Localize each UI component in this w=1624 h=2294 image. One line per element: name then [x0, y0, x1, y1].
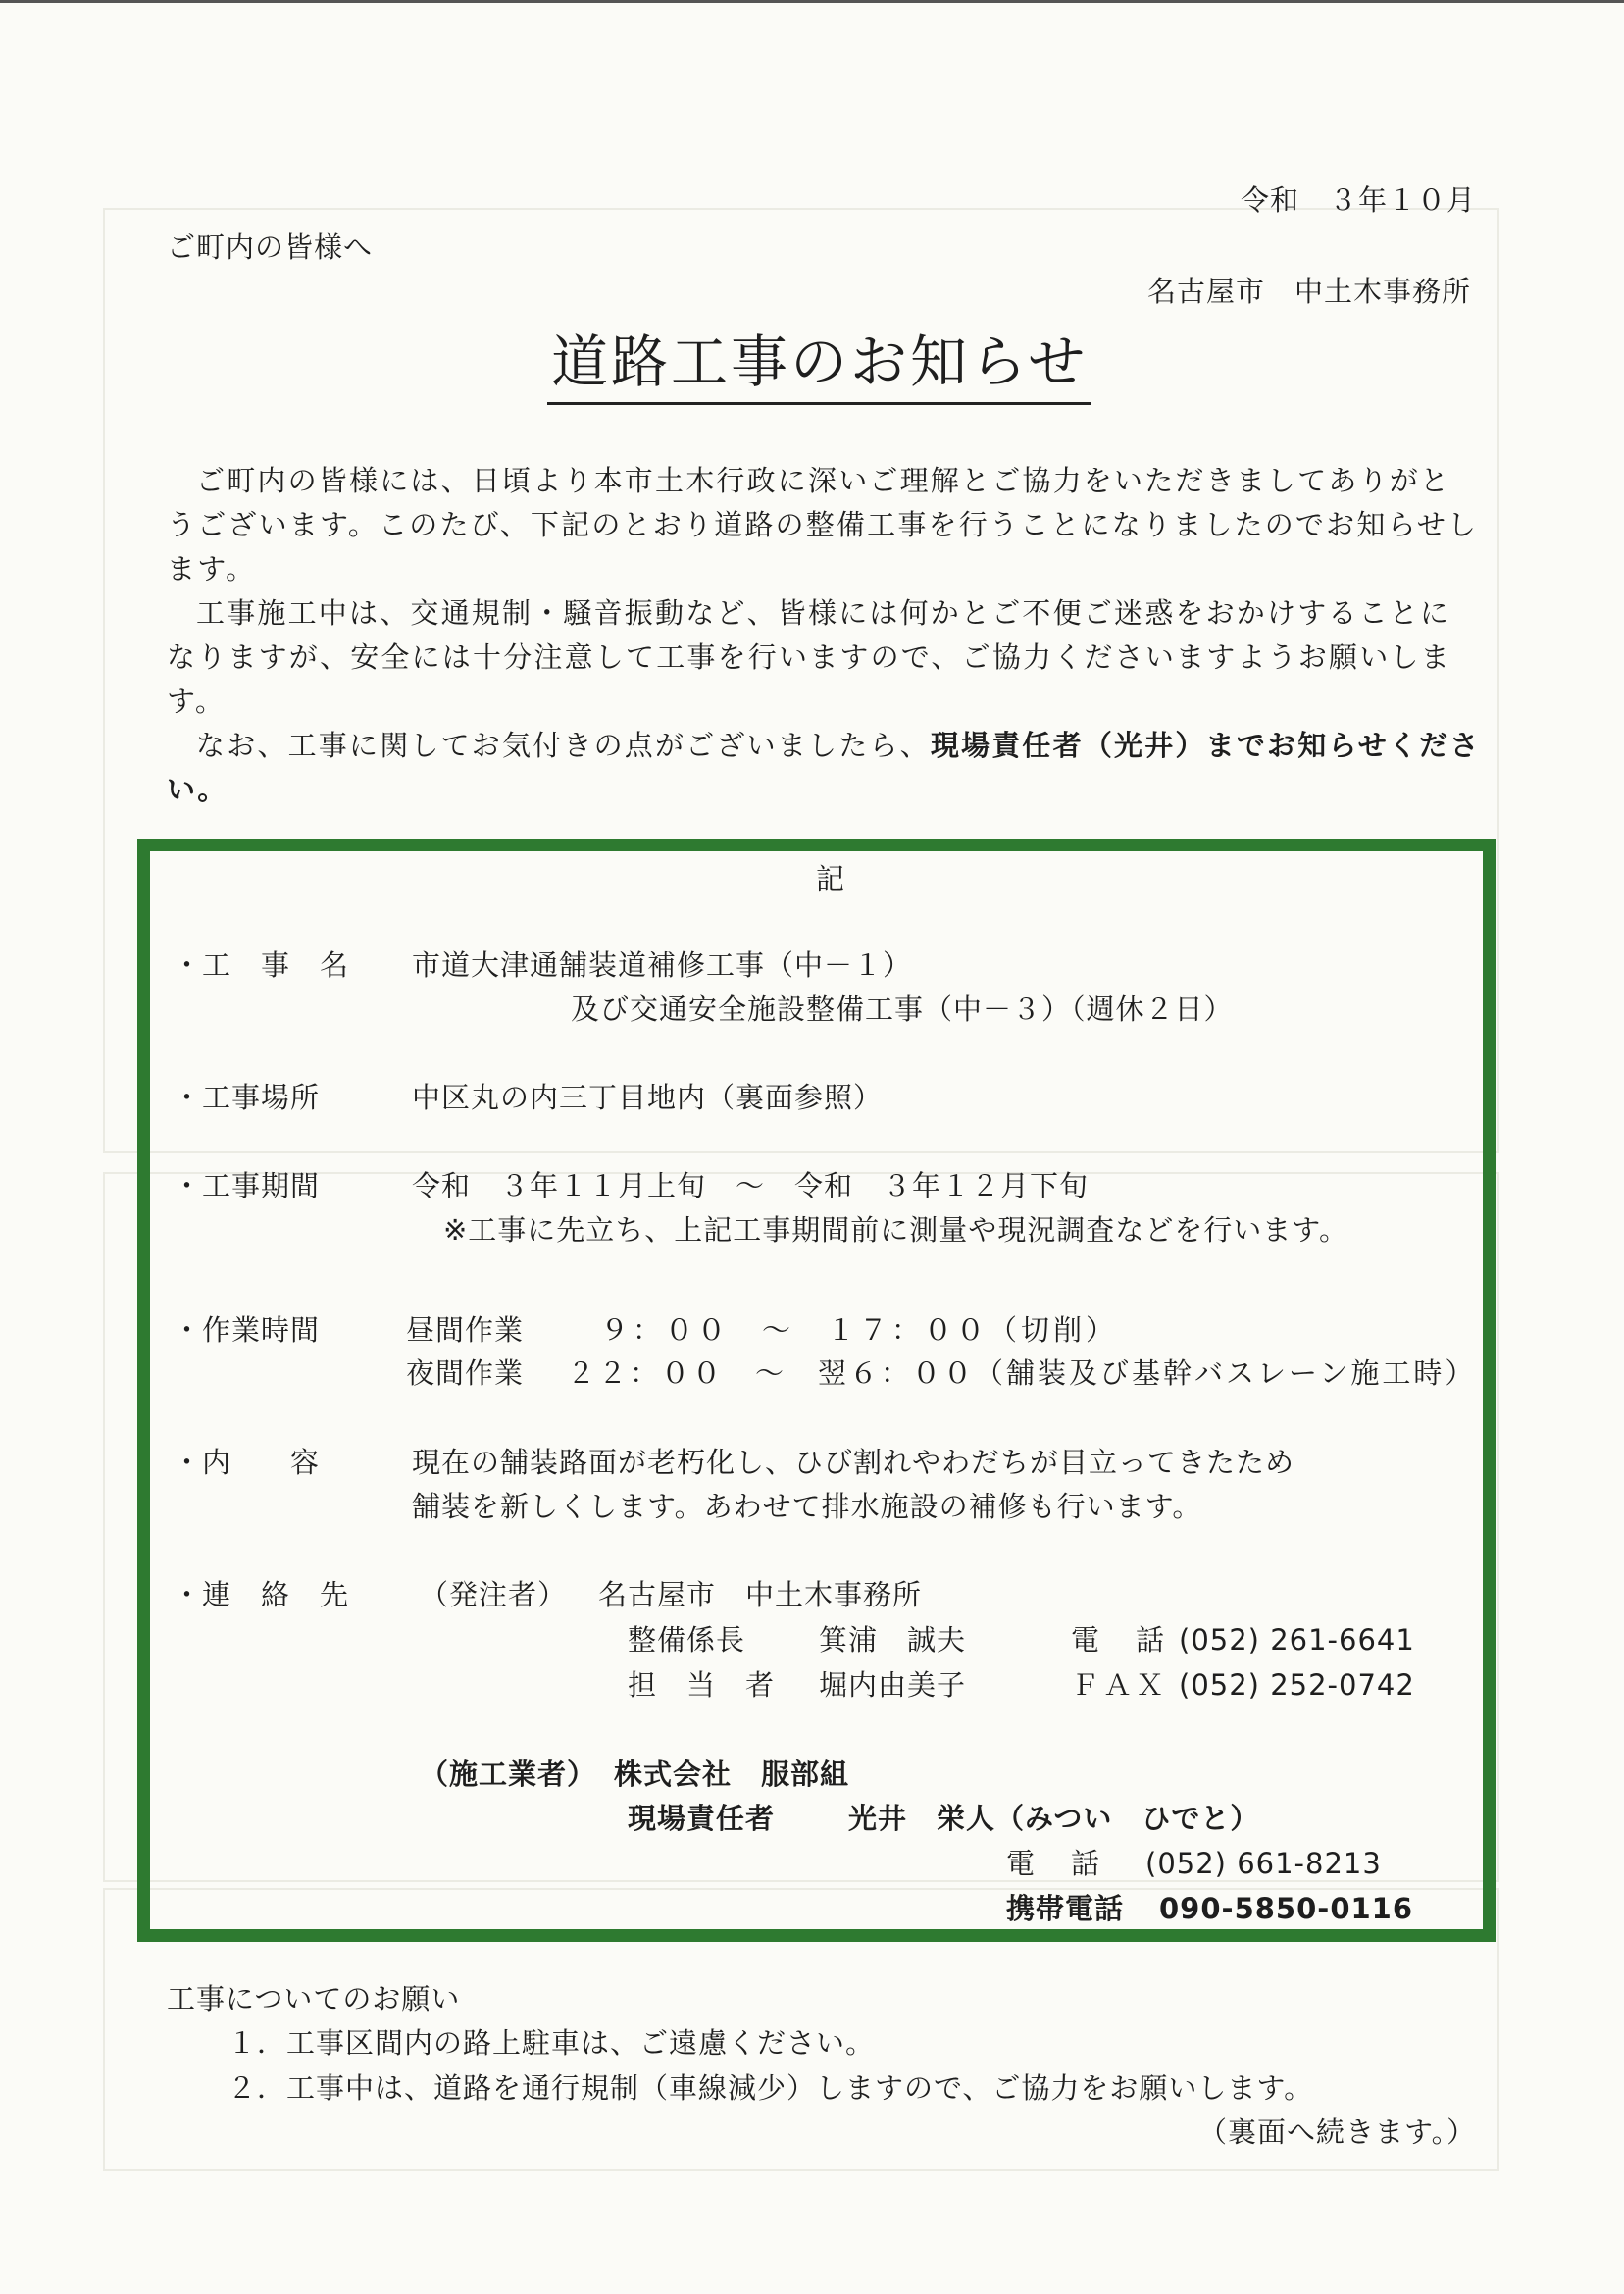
requests-heading: 工事についてのお願い: [167, 1982, 461, 2015]
day-work-time: ９：００ ～ １７：００（切削）: [600, 1313, 1119, 1347]
mobile-phone-label: 携帯電話: [1006, 1892, 1125, 1925]
night-work-label: 夜間作業: [406, 1356, 525, 1390]
night-work-time: ２２：００ ～ 翌６：００（舗装及び基幹バスレーン施工時）: [567, 1356, 1477, 1390]
notice-date: 令和 ３年１０月: [1241, 183, 1477, 217]
contact-label: ・連 絡 先: [173, 1578, 350, 1611]
mobile-phone-value: 090-5850-0116: [1159, 1892, 1414, 1925]
contractor-name: 株式会社 服部組: [614, 1758, 850, 1791]
orderer-phone-label: 電 話: [1071, 1623, 1169, 1657]
construction-name-line2: 及び交通安全施設整備工事（中－３）（週休２日）: [571, 993, 1234, 1026]
orderer-fax-value: (052) 252-0742: [1179, 1668, 1415, 1702]
work-hours-label: ・作業時間: [173, 1313, 321, 1347]
intro-paragraph-2: [167, 591, 1481, 724]
contractor-phone-value: (052) 661-8213: [1145, 1847, 1382, 1880]
contractor-phone-label: 電 話: [1006, 1847, 1104, 1880]
content-line2: 舗装を新しくします。あわせて排水施設の補修も行います。: [412, 1490, 1202, 1523]
record-heading: 記: [816, 862, 846, 895]
content-label: ・内 容: [173, 1446, 321, 1479]
issuer: 名古屋市 中土木事務所: [1147, 275, 1472, 308]
construction-place-value: 中区丸の内三丁目地内（裏面参照）: [412, 1081, 884, 1114]
construction-period-value: 令和 ３年１１月上旬 ～ 令和 ３年１２月下旬: [412, 1169, 1090, 1202]
intro-p3-text: なお、工事に関してお気付きの点がございましたら、: [196, 729, 931, 762]
intro-paragraph-1: [167, 459, 1481, 591]
orderer-role-1: 整備係長: [628, 1623, 746, 1657]
addressee: ご町内の皆様へ: [167, 230, 374, 264]
content-line1: 現在の舗装路面が老朽化し、ひび割れやわだちが目立ってきたため: [412, 1446, 1295, 1479]
orderer-fax-label: ＦＡＸ: [1071, 1668, 1169, 1702]
contractor-label: （施工業者）: [420, 1758, 597, 1791]
site-manager-name: 光井 栄人（みつい ひでと）: [848, 1802, 1260, 1835]
site-manager-role: 現場責任者: [628, 1802, 776, 1835]
page-title: 道路工事のお知らせ: [547, 331, 1091, 405]
orderer-role-2: 担 当 者: [628, 1668, 776, 1702]
construction-period-label: ・工事期間: [173, 1169, 321, 1202]
intro-p2-text: 工事施工中は、交通規制・騒音振動など、皆様には何かとご不便ご迷惑をおかけすることになりますが、安全には十分注意して工事を行いますので、ご協力くださいますようお願いします。: [167, 596, 1451, 718]
request-item-2: ２．工事中は、道路を通行規制（車線減少）しますので、ご協力をお願いします。: [228, 2071, 1314, 2105]
construction-place-label: ・工事場所: [173, 1081, 321, 1114]
orderer-person-2: 堀内由美子: [819, 1668, 967, 1702]
orderer-person-1: 箕浦 誠夫: [819, 1623, 967, 1657]
request-item-1: １．工事区間内の路上駐車は、ご遠慮ください。: [228, 2026, 876, 2060]
orderer-label: （発注者）: [420, 1578, 568, 1611]
construction-name-line1: 市道大津通舗装道補修工事（中－１）: [412, 948, 913, 982]
orderer-phone-value: (052) 261-6641: [1179, 1623, 1415, 1657]
construction-name-label: ・工 事 名: [173, 948, 350, 982]
intro-p3-bold: 現場責任者（光井）までお知らせください。: [167, 729, 1481, 806]
day-work-label: 昼間作業: [406, 1313, 525, 1347]
intro-paragraph-3: [167, 724, 1481, 812]
construction-period-note: ※工事に先立ち、上記工事期間前に測量や現況調査などを行います。: [443, 1213, 1348, 1247]
orderer-name: 名古屋市 中土木事務所: [598, 1578, 923, 1611]
intro-p1-text: ご町内の皆様には、日頃より本市土木行政に深いご理解とご協力をいただきましてありがとうございます。このたび、下記のとおり道路の整備工事を行うことになりましたのでお知らせします。: [167, 464, 1479, 586]
continued-note: （裏面へ続きます。）: [1198, 2116, 1477, 2149]
scan-top-edge: [0, 0, 1624, 3]
